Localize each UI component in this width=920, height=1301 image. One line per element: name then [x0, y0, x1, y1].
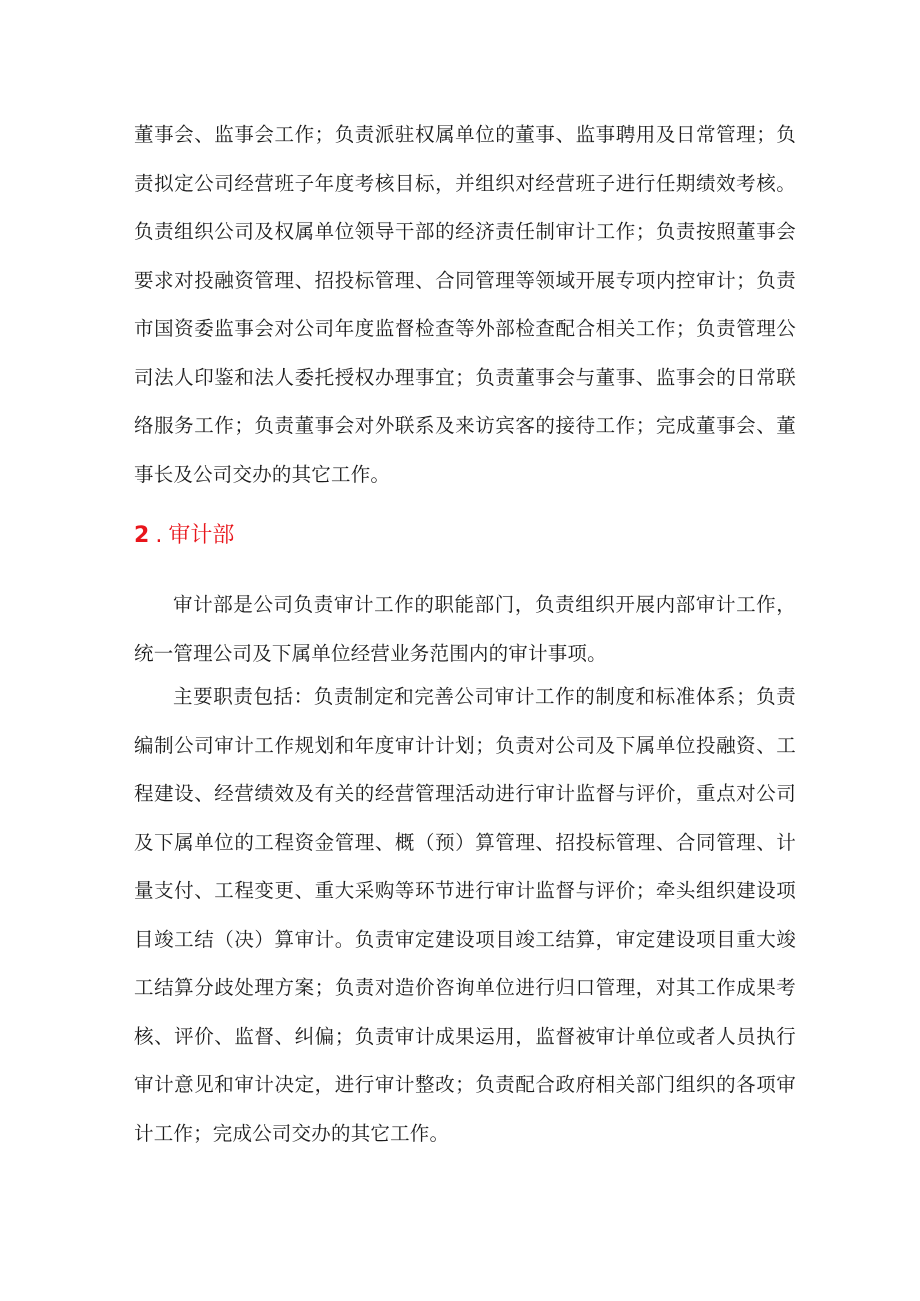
section-separator: .	[155, 523, 163, 548]
section-title: 审计部	[168, 523, 235, 548]
duties-paragraph: 主要职责包括：负责制定和完善公司审计工作的制度和标准体系；负责编制公司审计工作规划和年度审计计划；负责对公司及下属单位投融资、工程建设、经营绩效及有关的经营管理活动进行审计监督与评价，重点对公司及下属单位的工程资金管理、概（预）算管理、招投标管理、合同管理、计量支付、工程变更、重大采购等环节进行审计监督与评价；牵头组织建设项目竣工结（决）算审计。负责审定建设项目竣工结算，审定建设项目重大竣工结算分歧处理方案；负责对造价咨询单位进行归口管理，对其工作成果考核、评价、监督、纠偏；负责审计成果运用，监督被审计单位或者人员执行审计意见和审计决定，进行审计整改；负责配合政府相关部门组织的各项审计工作；完成公司交办的其它工作。	[134, 685, 796, 1145]
section-number: 2	[134, 523, 150, 548]
continued-paragraph: 董事会、监事会工作；负责派驻权属单位的董事、监事聘用及日常管理；负责拟定公司经营班子年度考核目标，并组织对经营班子进行任期绩效考核。负责组织公司及权属单位领导干部的经济责任制审计工作；负责按照董事会要求对投融资管理、招投标管理、合同管理等领域开展专项内控审计；负责市国资委监事会对公司年度监督检查等外部检查配合相关工作；负责管理公司法人印鉴和法人委托授权办理事宜；负责董事会与董事、监事会的日常联络服务工作；负责董事会对外联系及来访宾客的接待工作；完成董事会、董事长及公司交办的其它工作。	[134, 123, 796, 486]
section-heading	[134, 516, 234, 556]
intro-paragraph: 审计部是公司负责审计工作的职能部门，负责组织开展内部审计工作，统一管理公司及下属单位经营业务范围内的审计事项。	[134, 593, 796, 665]
